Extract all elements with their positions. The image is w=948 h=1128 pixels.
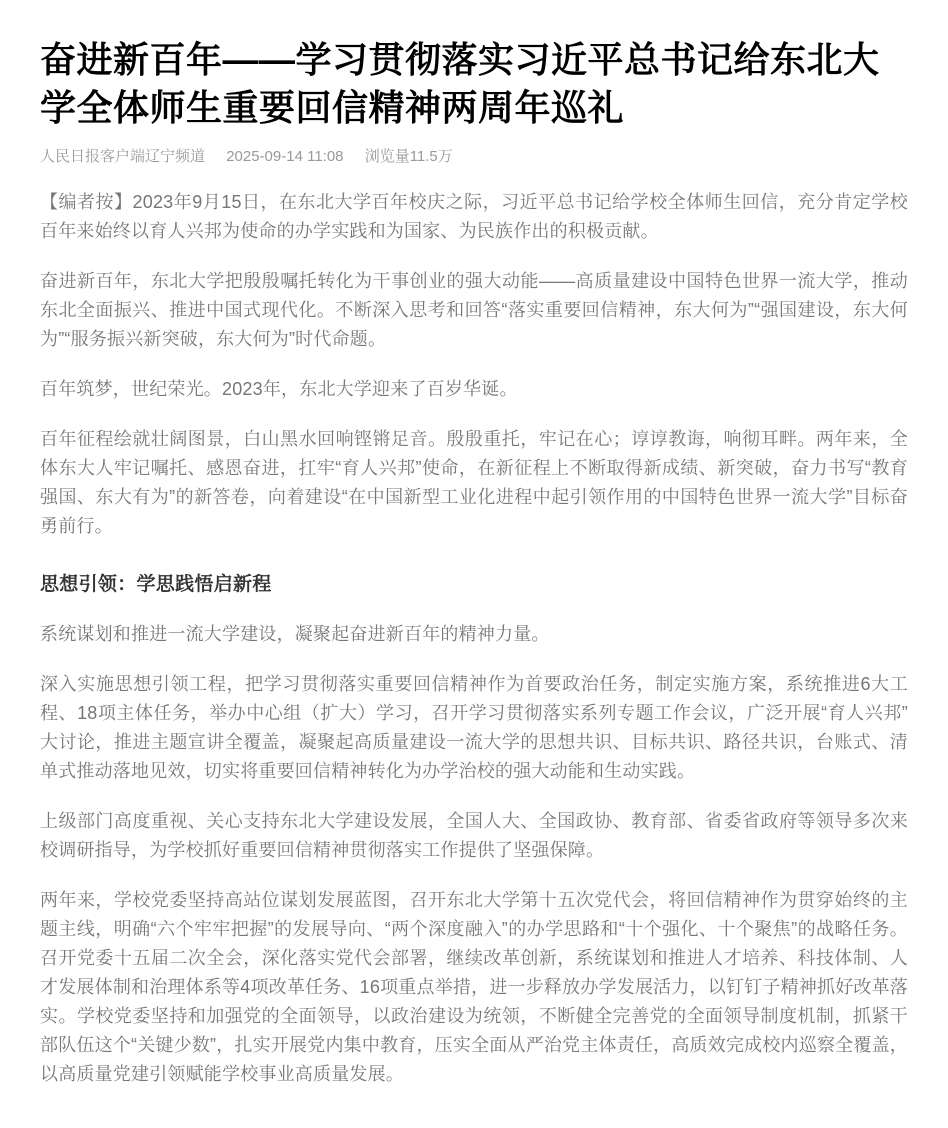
article-body: [40, 188, 908, 1089]
body-paragraph: 百年筑梦，世纪荣光。2023年，东北大学迎来了百岁华诞。: [40, 379, 518, 399]
meta-datetime: 2025-09-14 11:08: [226, 148, 344, 165]
body-paragraph: 百年征程绘就壮阔图景，白山黑水回响铿锵足音。殷殷重托，牢记在心；谆谆教诲，响彻耳畔。两年来，全体东大人牢记嘱托、感恩奋进，扛牢“育人兴邦”使命，在新征程上不断取得新成绩、新突破，奋力书写“教育强国、东大有为”的新答卷，向着建设“在中国新型工业化进程中起引领作用的中国特色世界一流大学”目标奋勇前行。: [40, 429, 908, 536]
body-paragraph: 奋进新百年，东北大学把殷殷嘱托转化为干事创业的强大动能——高质量建设中国特色世界一流大学，推动东北全面振兴、推进中国式现代化。不断深入思考和回答“落实重要回信精神，东大何为”“强国建设，东大何为”“服务振兴新突破，东大何为”时代命题。: [40, 271, 908, 349]
body-paragraph: 【编者按】2023年9月15日，在东北大学百年校庆之际，习近平总书记给学校全体师生回信，充分肯定学校百年来始终以育人兴邦为使命的办学实践和为国家、为民族作出的积极贡献。: [40, 192, 908, 241]
body-paragraph: 上级部门高度重视、关心支持东北大学建设发展，全国人大、全国政协、教育部、省委省政府等领导多次来校调研指导，为学校抓好重要回信精神贯彻落实工作提供了坚强保障。: [40, 811, 908, 860]
body-paragraph: 两年来，学校党委坚持高站位谋划发展蓝图，召开东北大学第十五次党代会，将回信精神作为贯穿始终的主题主线，明确“六个牢牢把握”的发展导向、“两个深度融入”的办学思路和“十个强化、十个聚焦”的战略任务。召开党委十五届二次全会，深化落实党代会部署，继续改革创新，系统谋划和推进人才培养、科技体制、人才发展体制和治理体系等4项改革任务、16项重点举措，进一步释放办学发展活力，以钉钉子精神抓好改革落实。学校党委坚持和加强党的全面领导，以政治建设为统领，不断健全完善党的全面领导制度机制，抓紧干部队伍这个“关键少数”，扎实开展党内集中教育，压实全面从严治党主体责任，高质效完成校内巡察全覆盖，以高质量党建引领赋能学校事业高质量发展。: [40, 890, 908, 1084]
body-paragraph: 系统谋划和推进一流大学建设，凝聚起奋进新百年的精神力量。: [40, 624, 550, 644]
article-meta: [40, 147, 908, 167]
meta-view-count: 浏览量11.5万: [364, 148, 453, 165]
article-title: 奋进新百年——学习贯彻落实习近平总书记给东北大学全体师生重要回信精神两周年巡礼: [40, 39, 880, 128]
meta-source: 人民日报客户端辽宁频道: [40, 148, 206, 165]
body-paragraph: 深入实施思想引领工程，把学习贯彻落实重要回信精神作为首要政治任务，制定实施方案，系统推进6大工程、18项主体任务，举办中心组（扩大）学习，召开学习贯彻落实系列专题工作会议，广泛开展“育人兴邦”大讨论，推进主题宣讲全覆盖，凝聚起高质量建设一流大学的思想共识、目标共识、路径共识，台账式、清单式推动落地见效，切实将重要回信精神转化为办学治校的强大动能和生动实践。: [40, 674, 908, 781]
section-heading: 思想引领：学思践悟启新程: [40, 574, 272, 595]
